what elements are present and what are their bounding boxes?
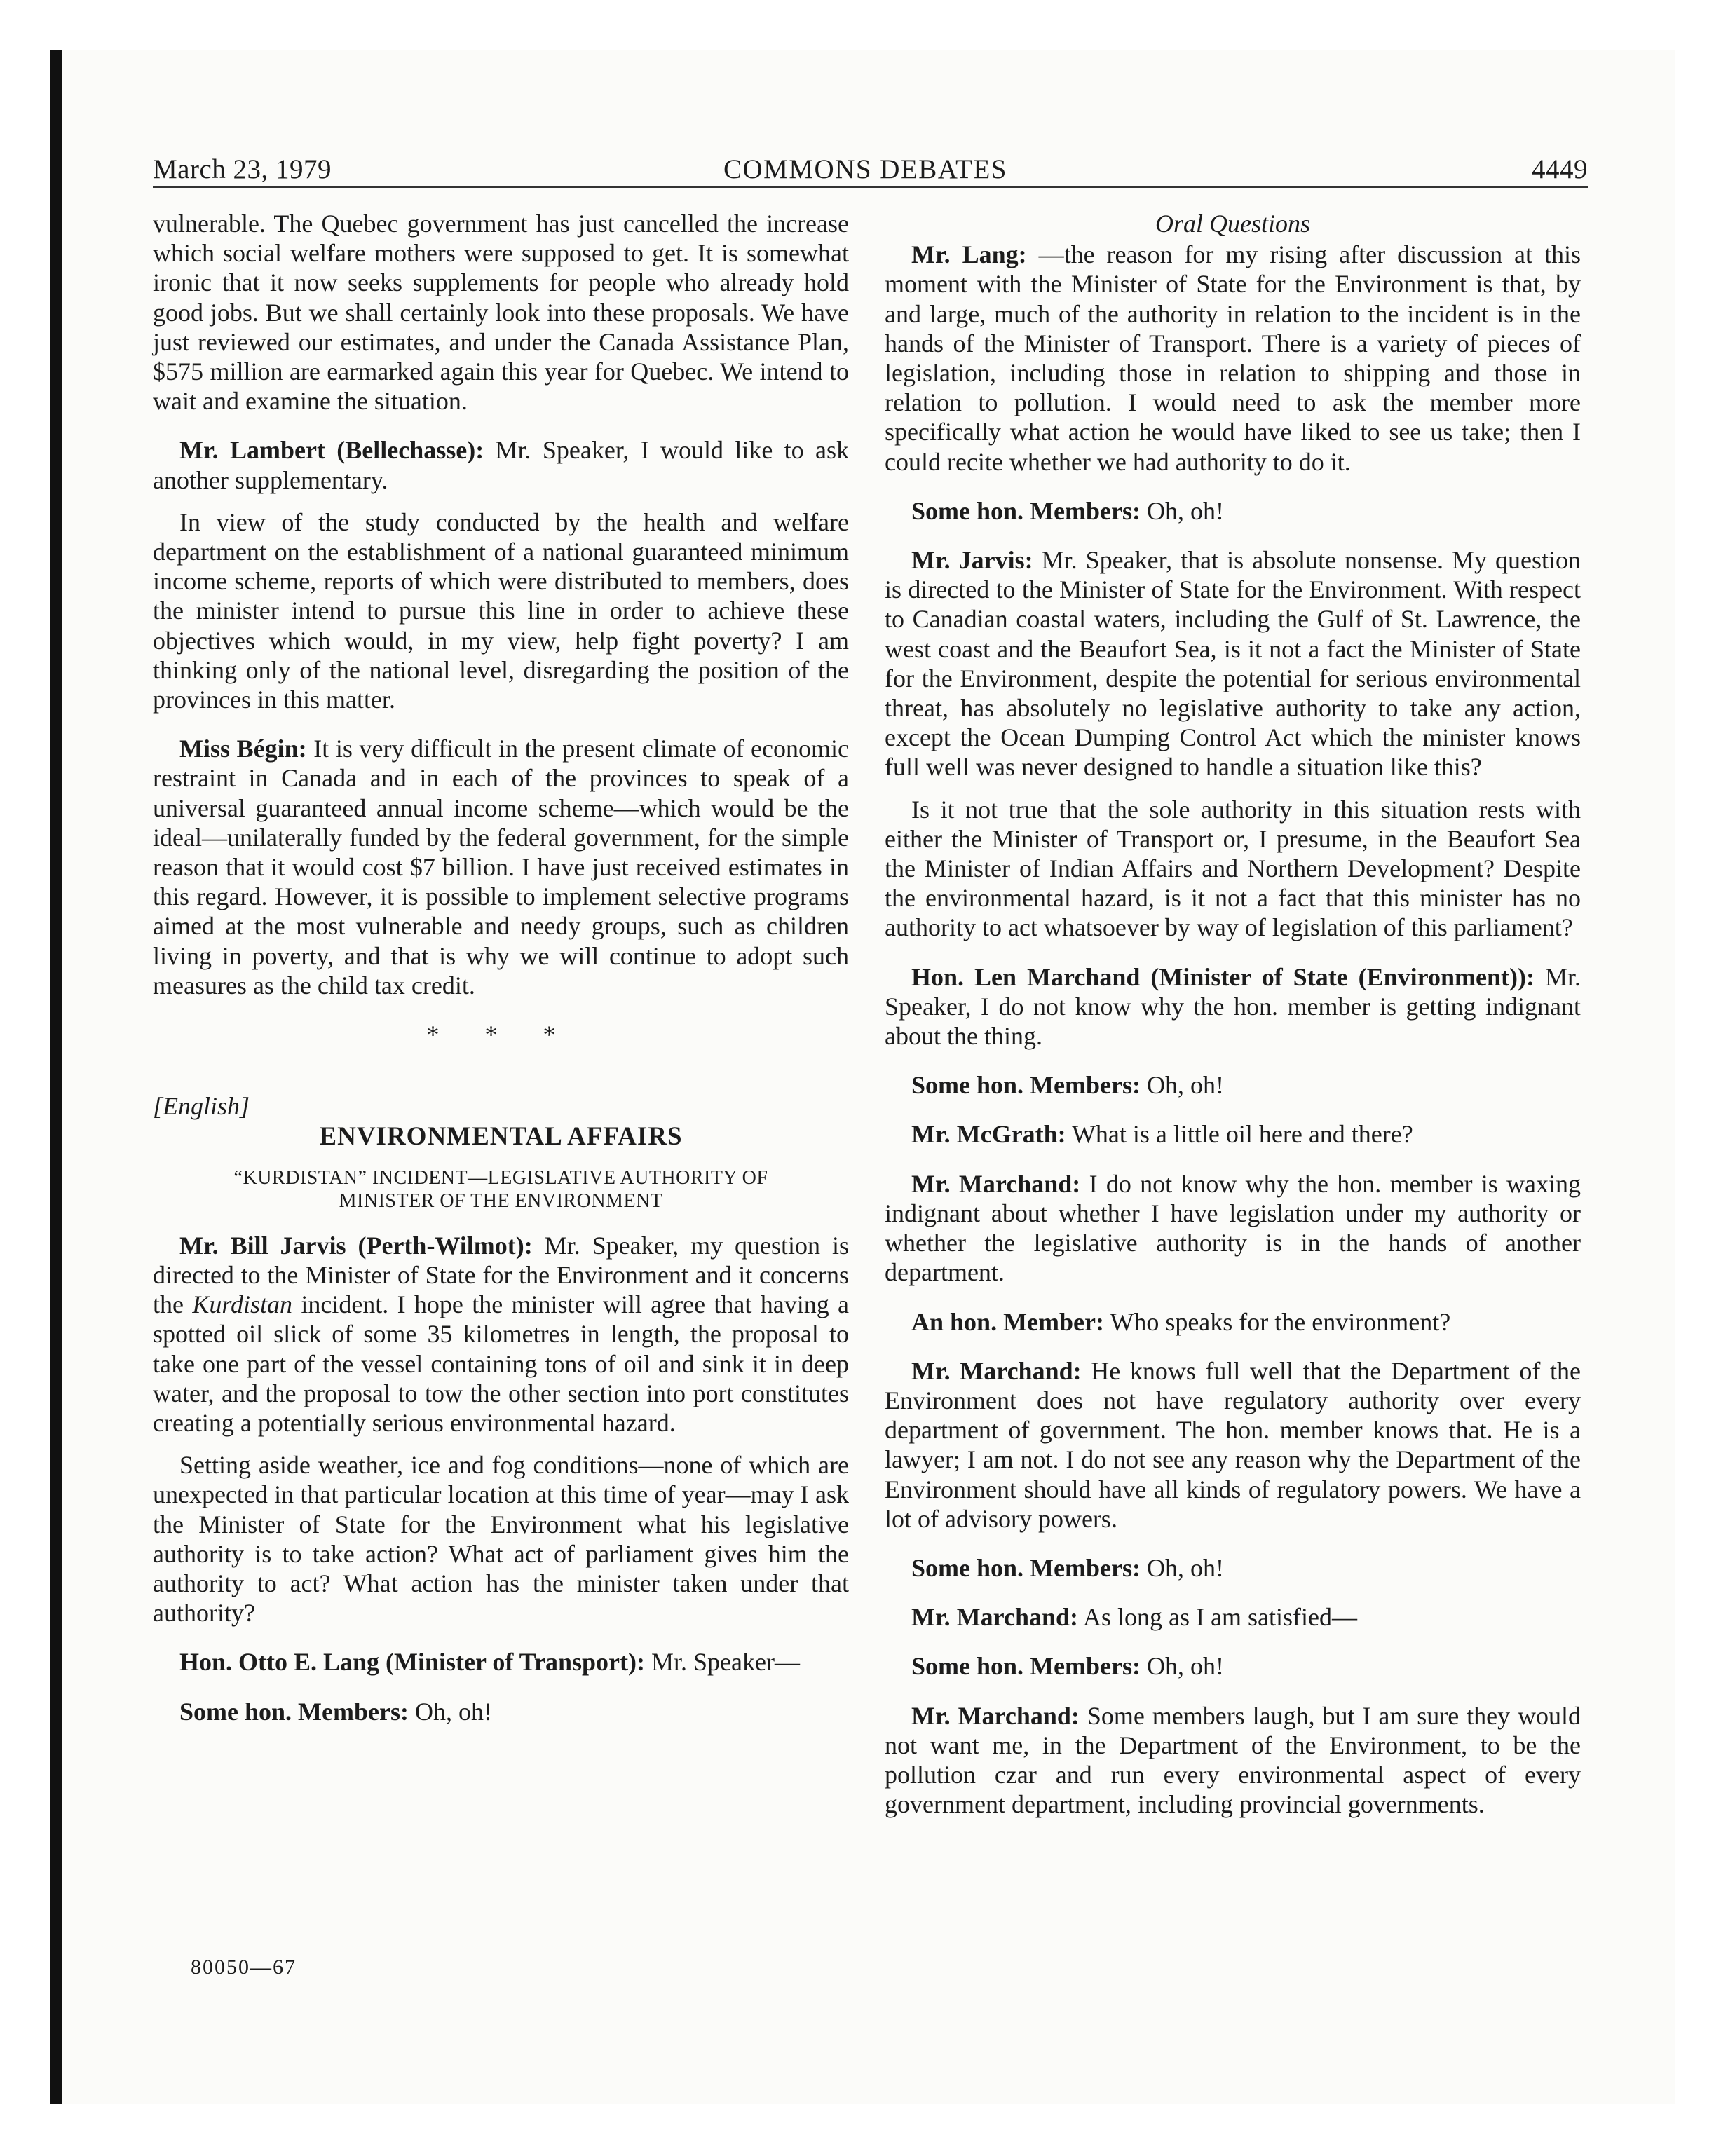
speech-text: Oh, oh! (1140, 496, 1224, 525)
speaker-name: Mr. Marchand: (911, 1169, 1081, 1198)
speech-text: Oh, oh! (1140, 1652, 1224, 1681)
paragraph (885, 1651, 1581, 1681)
speaker-name: Some hon. Members: (911, 496, 1141, 525)
speech-text: As long as I am satisfied— (1078, 1603, 1357, 1632)
paragraph (885, 496, 1581, 526)
speaker-name: Mr. Marchand: (911, 1356, 1082, 1385)
speech-text: Mr. Speaker, my question is directed to the Minister of State for the Environment and it concerns the (153, 1231, 849, 1319)
speech-text: —the reason for my rising after discussion at this moment with the Minister of State for the Environment is that, by and large, much of the authority in relation to the incident is in the hands of the Minister of Transport. There is a variety of pieces of legislation, including those in relation to shipping and those in relation to pollution. I would need to ask the member more specifically what action he would have liked to see us take; then I could recite whether we had authority to do it. (885, 240, 1581, 476)
section-title: ENVIRONMENTAL AFFAIRS (319, 1122, 683, 1152)
subtitle-line: “KURDISTAN” INCIDENT—LEGISLATIVE AUTHORITY OF (233, 1166, 768, 1189)
speaker-name: An hon. Member: (911, 1307, 1104, 1336)
speech-text: Mr. Speaker, that is absolute nonsense. My question is directed to the Minister of State for the Environment. With respect to Canadian coastal waters, including the Gulf of St. Lawrence, the west coast and the Beaufort Sea, is it not a fact the Minister of State for the Environment, despite the potential for serious environmental threat, has absolutely no legislative authority to take any action, except the Ocean Dumping Control Act which the minister knows full well was never designed to handle a situation like this? (885, 546, 1581, 782)
paragraph: Setting aside weather, ice and fog conditions—none of which are unexpected in that particular location at this time of year—may I ask the Minister of State for the Environment what his legislative authority is to take action? What act of parliament gives him the authority to act? What action has the minister taken under that authority? (153, 1451, 849, 1628)
speaker-name: Mr. Jarvis: (911, 546, 1033, 575)
paragraph (153, 1647, 849, 1677)
ship-name: Kurdistan (192, 1290, 293, 1319)
paragraph (885, 1119, 1581, 1149)
footer-print-code: 80050—67 (191, 1956, 297, 1979)
paragraph (885, 1553, 1581, 1583)
paragraph (153, 1697, 849, 1726)
speaker-name: Mr. Marchand: (911, 1603, 1078, 1632)
speech-text: Mr. Speaker— (645, 1648, 800, 1677)
paragraph (153, 734, 849, 1000)
speaker-name: Mr. Lang: (911, 240, 1027, 269)
right-column (885, 209, 1581, 1819)
paragraph (885, 1169, 1581, 1288)
speech-text: It is very difficult in the present climate of economic restraint in Canada and in each of the provinces to speak of a universal guaranteed annual income scheme—which would be the ideal—unilaterally funded by the federal government, for the simple reason that it would cost $7 billion. I have just received estimates in this regard. However, it is possible to implement selective programs aimed at the most vulnerable and needy groups, such as children living in poverty, and that is why we will continue to adopt such measures as the child tax credit. (153, 735, 849, 999)
speaker-name: Hon. Otto E. Lang (Minister of Transport): (179, 1648, 645, 1677)
paragraph (885, 545, 1581, 782)
paragraph (885, 1070, 1581, 1100)
speech-text: incident. I hope the minister will agree that having a spotted oil slick of some 35 kilometres in length, the proposal to take one part of the vessel containing tons of oil and sink it in deep water, and the proposal to tow the other section into port constitutes creating a potentially serious environmental hazard. (153, 1290, 850, 1437)
running-head: Oral Questions (1155, 210, 1310, 238)
speech-text: Who speaks for the environment? (1103, 1307, 1451, 1336)
speaker-name: Some hon. Members: (179, 1697, 409, 1726)
speaker-name: Some hon. Members: (911, 1553, 1141, 1582)
scan-edge (50, 50, 62, 2104)
speech-text: He knows full well that the Department of the Environment does not have regulatory authority over every department of government. The hon. member knows that. He is a lawyer; I am not. I do not see any reason why the Department of the Environment should have all kinds of regulatory powers. We have a lot of advisory powers. (885, 1356, 1581, 1533)
speech-text: Some members laugh, but I am sure they would not want me, in the Department of the Environment, to be the pollution czar and run every environmental aspect of every government department, including provincial governments. (885, 1701, 1581, 1819)
speech-text: Mr. Speaker, I would like to ask another supplementary. (153, 436, 849, 494)
speech-text: Mr. Speaker, I do not know why the hon. member is getting indignant about the thing. (885, 962, 1581, 1051)
header-rule (153, 186, 1588, 188)
header-title: COMMONS DEBATES (723, 154, 1007, 184)
header-date: March 23, 1979 (153, 154, 332, 184)
paragraph (885, 1307, 1581, 1337)
paragraph (885, 1701, 1581, 1820)
paragraph (885, 1602, 1581, 1632)
speaker-name: Mr. Lambert (Bellechasse): (179, 436, 484, 465)
speech-text: What is a little oil here and there? (1066, 1120, 1413, 1149)
speaker-name: Some hon. Members: (911, 1071, 1141, 1100)
paragraph (885, 962, 1581, 1051)
paragraph: vulnerable. The Quebec government has just cancelled the increase which social welfare mothers were supposed to get. It is somewhat ironic that it now seeks supplements for people who already hold good jobs. But we shall certainly look into these proposals. We have just reviewed our estimates, and under the Canada Assistance Plan, $575 million are earmarked again this year for Quebec. We intend to wait and examine the situation. (153, 210, 849, 416)
paragraph: In view of the study conducted by the health and welfare department on the establishment of a national guaranteed minimum income scheme, reports of which were distributed to members, does the minister intend to pursue this line in order to achieve these objectives which would, in my view, help fight poverty? I am thinking only of the national level, disregarding the position of the provinces in this matter. (153, 507, 849, 714)
speech-text: Oh, oh! (1140, 1553, 1224, 1582)
header-page-number: 4449 (1532, 154, 1588, 184)
paragraph (885, 240, 1581, 477)
paragraph (153, 1231, 849, 1438)
language-tag: [English] (153, 1092, 250, 1121)
speech-text: Oh, oh! (408, 1697, 492, 1726)
speaker-name: Hon. Len Marchand (Minister of State (Environment)): (911, 962, 1535, 991)
left-column (153, 209, 849, 1726)
speech-text: I do not know why the hon. member is waxing indignant about whether I have legislation under my authority or whether the legislative authority is in the hands of another department. (885, 1169, 1581, 1287)
subtitle-line: MINISTER OF THE ENVIRONMENT (339, 1189, 663, 1212)
speaker-name: Some hon. Members: (911, 1652, 1141, 1681)
speaker-name: Mr. Bill Jarvis (Perth-Wilmot): (179, 1231, 533, 1260)
paragraph (153, 435, 849, 494)
speaker-name: Mr. Marchand: (911, 1701, 1080, 1730)
paragraph (885, 1356, 1581, 1534)
section-separator: * * * (426, 1021, 576, 1049)
paragraph: Is it not true that the sole authority in this situation rests with either the Minister of Transport or, I presume, in the Beaufort Sea the Minister of Indian Affairs and Northern Development? Despite the environmental hazard, is it not a fact that this minister has no authority to act whatsoever by way of legislation of this parliament? (885, 795, 1581, 942)
section-subtitle (153, 1166, 849, 1213)
speaker-name: Miss Bégin: (179, 735, 307, 763)
speech-text: Oh, oh! (1140, 1071, 1224, 1100)
speaker-name: Mr. McGrath: (911, 1120, 1066, 1149)
